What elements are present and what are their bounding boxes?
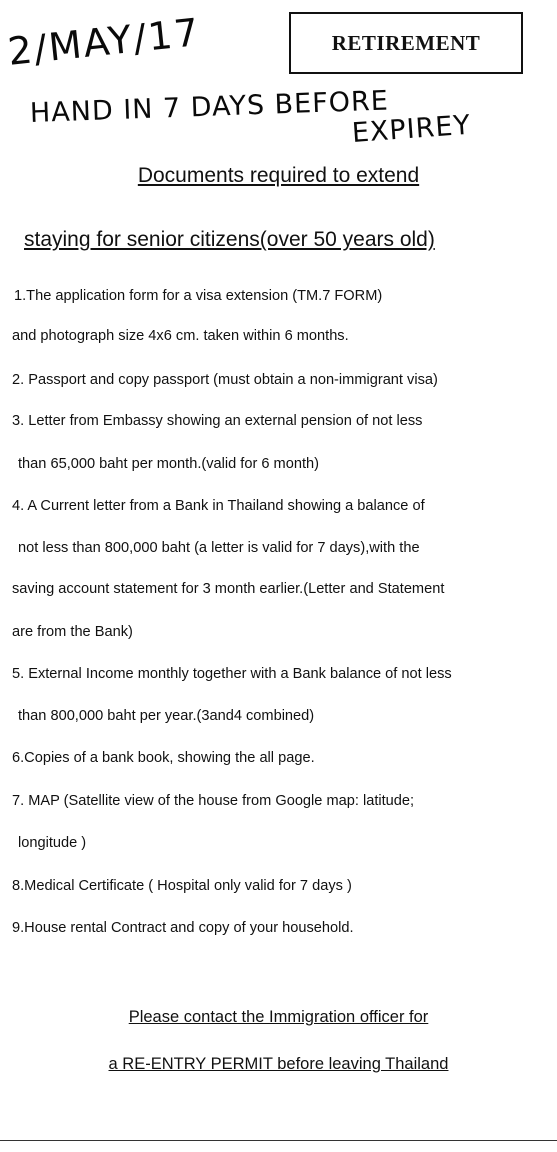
handwritten-note: HAND IN 7 DAYS BEFORE (29, 85, 390, 129)
requirement-line: 8.Medical Certificate ( Hospital only valid for 7 days ) (12, 878, 352, 894)
footer-line-2: a RE-ENTRY PERMIT before leaving Thailand (108, 1055, 449, 1073)
requirement-line: are from the Bank) (12, 624, 133, 640)
retirement-stamp (289, 12, 523, 74)
requirement-line: 6.Copies of a bank book, showing the all page. (12, 750, 315, 766)
requirement-line: 9.House rental Contract and copy of your household. (12, 920, 354, 936)
requirement-line: 1.The application form for a visa extension (TM.7 FORM) (14, 288, 383, 304)
requirement-line: than 800,000 baht per year.(3and4 combined) (18, 708, 315, 724)
footer-line-1: Please contact the Immigration officer for (128, 1008, 429, 1026)
heading-line-1: Documents required to extend (137, 164, 420, 187)
requirement-line: saving account statement for 3 month earlier.(Letter and Statement (12, 581, 445, 597)
requirement-line: not less than 800,000 baht (a letter is valid for 7 days),with the (18, 540, 420, 556)
handwritten-expiry: EXPIREY (350, 109, 472, 149)
retirement-stamp-label: RETIREMENT (331, 30, 481, 55)
requirement-line: than 65,000 baht per month.(valid for 6 month) (18, 456, 319, 472)
handwritten-date: 2/MAY/17 (5, 9, 203, 74)
heading-line-2: staying for senior citizens(over 50 years old) (24, 228, 435, 251)
requirement-line: 5. External Income monthly together with a Bank balance of not less (12, 666, 452, 682)
requirement-line: 4. A Current letter from a Bank in Thailand showing a balance of (12, 498, 425, 514)
requirement-line: and photograph size 4x6 cm. taken within 6 months. (12, 328, 349, 344)
bottom-edge-line (0, 1140, 557, 1141)
requirement-line: 2. Passport and copy passport (must obtain a non-immigrant visa) (12, 372, 438, 388)
requirement-line: 3. Letter from Embassy showing an external pension of not less (12, 413, 423, 429)
requirement-line: longitude ) (18, 835, 87, 851)
requirement-line: 7. MAP (Satellite view of the house from Google map: latitude; (12, 793, 415, 809)
